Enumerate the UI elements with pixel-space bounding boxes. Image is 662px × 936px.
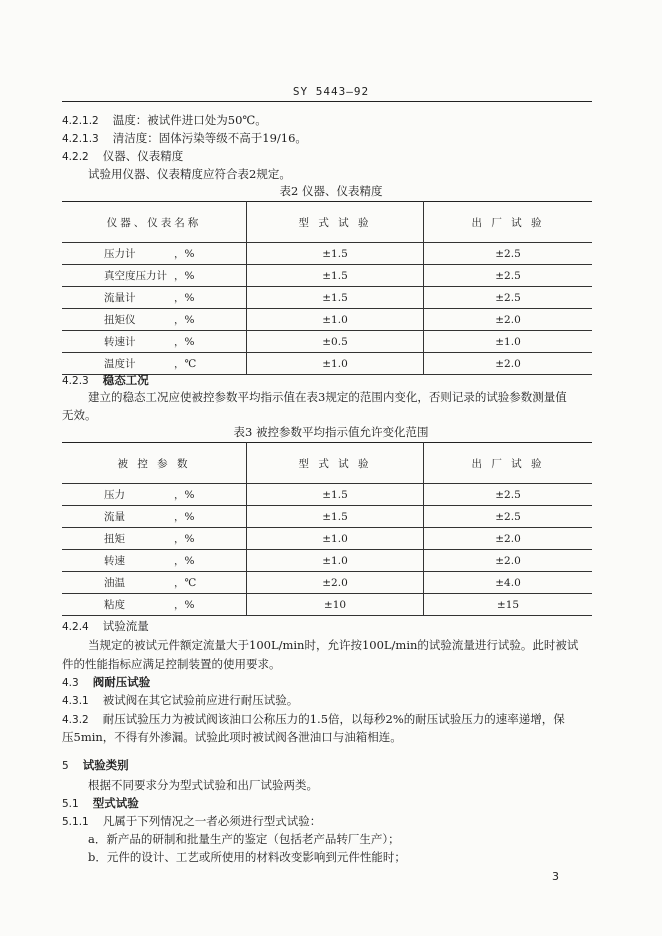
table-cell-factory: ±2.0 (424, 550, 593, 572)
table-cell-type: ±10 (247, 594, 424, 616)
table3 (62, 442, 592, 616)
table-cell-name: 扭矩 ，% (62, 528, 247, 550)
table-cell-factory: ±15 (424, 594, 593, 616)
table-cell-type: ±1.5 (247, 243, 424, 265)
clause-4-2-3 (62, 372, 149, 388)
table-row (62, 550, 592, 572)
table-cell-type: ±0.5 (247, 331, 424, 353)
clause-number: 4.2.2 (62, 151, 89, 163)
table-cell-factory: ±2.0 (424, 528, 593, 550)
header-rule (62, 101, 592, 102)
table-row (62, 506, 592, 528)
clause-4-2-2 (62, 148, 183, 164)
table-row (62, 331, 592, 353)
clause-number: 5.1.1 (62, 816, 89, 828)
table-cell-name: 温度计 ，℃ (62, 353, 247, 375)
page-number: 3 (552, 870, 559, 883)
clause-number: 4.2.1.3 (62, 133, 99, 145)
table-header-row (62, 202, 592, 243)
table-header-cell: 型 式 试 验 (247, 443, 424, 484)
table-row (62, 309, 592, 331)
clause-heading: 阀耐压试验 (92, 675, 151, 689)
clause-4-2-1-2 (62, 112, 267, 128)
table-cell-name: 转速 ，% (62, 550, 247, 572)
table-cell-factory: ±2.5 (424, 243, 593, 265)
table2-caption: 表2 仪器、仪表精度 (279, 184, 383, 198)
table3-caption: 表3 被控参数平均指示值允许变化范围 (233, 425, 429, 439)
clause-number: 4.3 (62, 677, 79, 689)
clause-text: 清洁度：固体污染等级不高于19/16。 (112, 131, 307, 145)
table-cell-type: ±1.5 (247, 287, 424, 309)
table-cell-name: 流量 ，% (62, 506, 247, 528)
clause-heading: 仪器、仪表精度 (102, 149, 184, 163)
clause-heading: 试验流量 (102, 619, 149, 633)
table-cell-factory: ±2.5 (424, 506, 593, 528)
table-cell-name: 油温 ，℃ (62, 572, 247, 594)
table-row (62, 572, 592, 594)
table-cell-type: ±1.5 (247, 506, 424, 528)
clause-4-2-4-body-line1: 当规定的被试元件额定流量大于100L/min时，允许按100L/min的试验流量进行试验。此时被试 (88, 638, 579, 652)
section-5 (62, 757, 129, 773)
clause-4-3-1 (62, 692, 298, 708)
table-header-cell: 出 厂 试 验 (424, 443, 593, 484)
table-header-cell: 型 式 试 验 (247, 202, 424, 243)
table-cell-type: ±2.0 (247, 572, 424, 594)
document-header: SY 5443—92 (292, 85, 370, 98)
section-5-body: 根据不同要求分为型式试验和出厂试验两类。 (88, 778, 318, 792)
section-heading: 试验类别 (82, 758, 129, 772)
clause-number: 4.2.1.2 (62, 115, 99, 127)
table-cell-name: 压力 ，% (62, 484, 247, 506)
table-cell-type: ±1.0 (247, 309, 424, 331)
clause-4-3-2-body-line2: 压5min，不得有外渗漏。试验此项时被试阀各泄油口与油箱相连。 (62, 730, 402, 744)
clause-number: 4.2.4 (62, 621, 89, 633)
section-number: 5 (62, 760, 69, 772)
clause-heading: 稳态工况 (102, 373, 149, 387)
table-header-cell: 被 控 参 数 (62, 443, 247, 484)
table-cell-type: ±1.0 (247, 353, 424, 375)
clause-4-2-2-body: 试验用仪器、仪表精度应符合表2规定。 (88, 167, 291, 181)
list-item-a: a．新产品的研制和批量生产的鉴定（包括老产品转厂生产）； (88, 832, 400, 846)
clause-text: 凡属于下列情况之一者必须进行型式试验： (102, 814, 322, 828)
table-cell-factory: ±2.5 (424, 265, 593, 287)
table-cell-factory: ±2.5 (424, 484, 593, 506)
clause-4-3-2 (62, 711, 565, 727)
clause-number: 4.2.3 (62, 375, 89, 387)
table-cell-factory: ±2.0 (424, 353, 593, 375)
table-cell-name: 扭矩仪 ，% (62, 309, 247, 331)
table-cell-name: 流量计 ，% (62, 287, 247, 309)
table-cell-name: 压力计 ，% (62, 243, 247, 265)
clause-4-2-4-body-line2: 件的性能指标应满足控制装置的使用要求。 (62, 657, 281, 671)
clause-number: 5.1 (62, 798, 79, 810)
clause-text: 耐压试验压力为被试阀该油口公称压力的1.5倍，以每秒2%的耐压试验压力的速率递增，保 (102, 712, 565, 726)
clause-text: 被试阀在其它试验前应进行耐压试验。 (102, 693, 299, 707)
list-item-b: b．元件的设计、工艺或所使用的材料改变影响到元件性能时； (88, 850, 406, 864)
table-cell-factory: ±4.0 (424, 572, 593, 594)
clause-4-2-3-body-line1: 建立的稳态工况应使被控参数平均指示值在表3规定的范围内变化，否则记录的试验参数测量值 (88, 390, 567, 404)
table-cell-name: 转速计 ，% (62, 331, 247, 353)
table-header-cell: 出 厂 试 验 (424, 202, 593, 243)
table-header-cell: 仪器、仪表名称 (62, 202, 247, 243)
clause-5-1 (62, 795, 139, 811)
table-cell-name: 真空度压力计 ，% (62, 265, 247, 287)
table-cell-name: 粘度 ，% (62, 594, 247, 616)
table-row (62, 265, 592, 287)
clause-number: 4.3.2 (62, 714, 89, 726)
clause-4-2-3-body-line2: 无效。 (62, 408, 97, 422)
table2 (62, 201, 592, 375)
table-cell-type: ±1.5 (247, 484, 424, 506)
clause-4-2-1-3 (62, 130, 307, 146)
table-cell-factory: ±2.0 (424, 309, 593, 331)
table-row (62, 484, 592, 506)
table-row (62, 287, 592, 309)
table-row (62, 528, 592, 550)
table-cell-factory: ±1.0 (424, 331, 593, 353)
table-cell-type: ±1.0 (247, 550, 424, 572)
table-row (62, 243, 592, 265)
table-row (62, 594, 592, 616)
table-cell-type: ±1.5 (247, 265, 424, 287)
table-cell-factory: ±2.5 (424, 287, 593, 309)
table-header-row (62, 443, 592, 484)
clause-text: 温度：被试件进口处为50℃。 (112, 113, 267, 127)
table-cell-type: ±1.0 (247, 528, 424, 550)
clause-4-2-4 (62, 618, 149, 634)
clause-heading: 型式试验 (92, 796, 139, 810)
clause-4-3 (62, 674, 150, 690)
clause-5-1-1 (62, 813, 321, 829)
clause-number: 4.3.1 (62, 695, 89, 707)
